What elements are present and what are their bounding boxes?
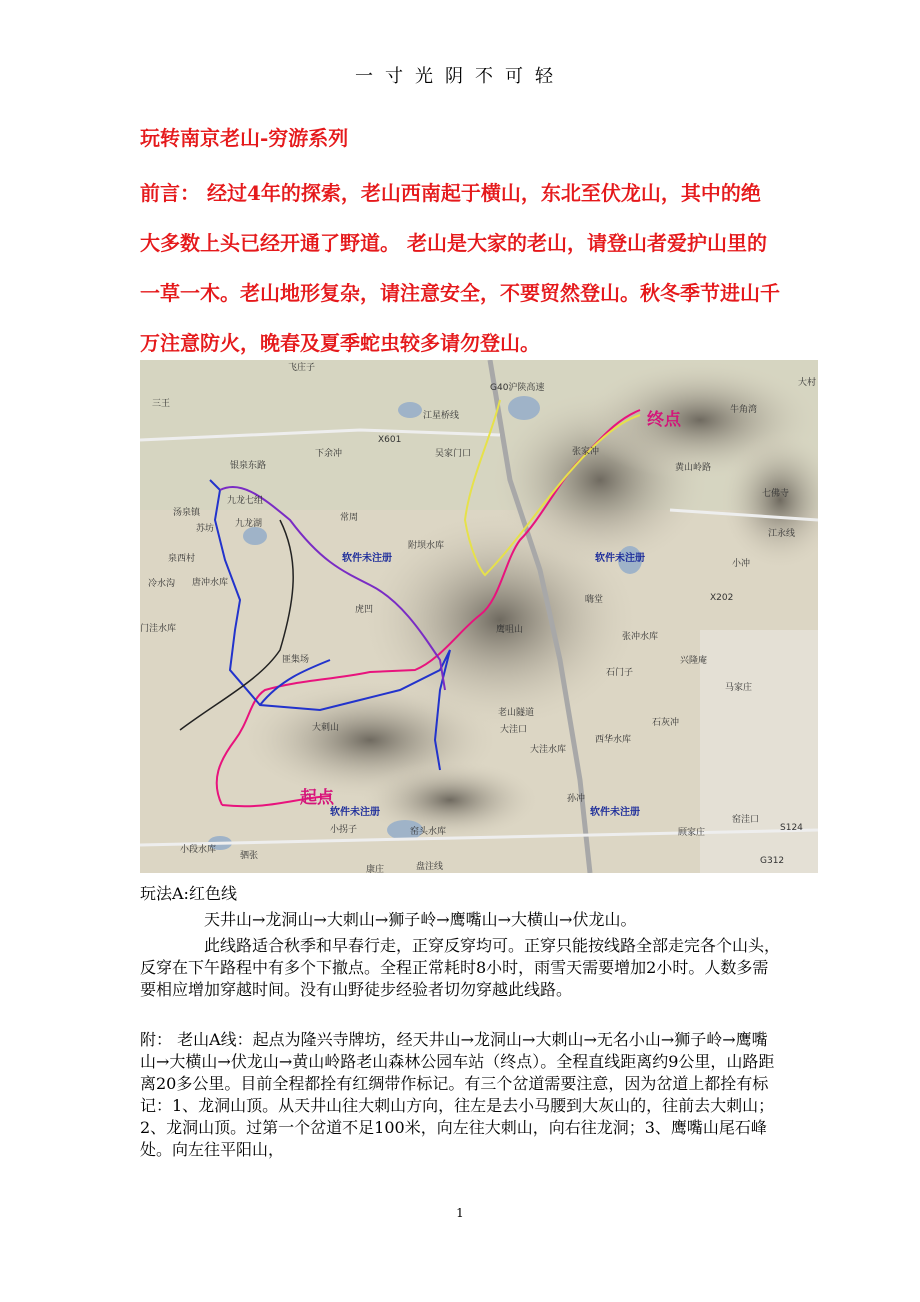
map-label: 附坝水库 xyxy=(408,541,445,551)
lake xyxy=(398,402,422,418)
map-label: 大洼口 xyxy=(500,725,528,735)
watermark: 软件未注册 xyxy=(595,553,645,564)
lake xyxy=(508,396,540,420)
end-label: 终点 xyxy=(647,410,681,430)
map-label: 牛角湾 xyxy=(730,405,758,415)
map-label: 吴家门口 xyxy=(435,449,472,459)
map-label: 大村 xyxy=(798,378,817,388)
map-label: 石门子 xyxy=(606,668,634,678)
map-label: 下余冲 xyxy=(315,449,343,459)
start-label: 起点 xyxy=(300,788,334,808)
map-label: X202 xyxy=(710,593,734,603)
map-label: 马家庄 xyxy=(725,683,753,693)
map-label: 窑头水库 xyxy=(410,827,447,837)
map-label: 小冲 xyxy=(732,559,751,569)
map-label: 张冲水库 xyxy=(622,632,659,642)
hill-shade xyxy=(360,760,540,840)
map-label: 三王 xyxy=(152,399,171,409)
map-label: 虎凹 xyxy=(355,605,374,615)
watermark: 软件未注册 xyxy=(342,553,392,564)
document-title: 玩转南京老山-穷游系列 xyxy=(140,126,349,150)
map-label: 泉西村 xyxy=(168,554,196,564)
map-label: 小段水库 xyxy=(180,845,217,855)
map-label: 张家冲 xyxy=(572,447,600,457)
map-label: 鹰咀山 xyxy=(496,625,524,635)
map-label: 窑洼口 xyxy=(732,815,760,825)
map-label: 小拐子 xyxy=(330,825,358,835)
map-label: 盘注线 xyxy=(416,862,444,872)
map-label: 顾家庄 xyxy=(678,828,706,838)
map-svg xyxy=(140,360,818,873)
page-header: 一寸光阴不可轻 xyxy=(355,66,565,87)
map-label: 九龙七组 xyxy=(227,496,264,506)
appendix-paragraph: 附： 老山A线：起点为隆兴寺牌坊，经天井山→龙洞山→大刺山→无名小山→狮子岭→鹰嘴山→大横山→伏龙山→黄山岭路老山森林公园车站（终点）。全程直线距离约9公里，山路距离20多公里。目前全程都拴有红绸带作标记。有三个岔道需要注意，因为岔道上都拴有标记：1、龙洞山顶。从天井山往大刺山方向，往左是去小马腰到大灰山的，往前去大刺山；2、龙洞山顶。过第一个岔道不足100米，向左往大刺山，向右往龙洞；3、鹰嘴山尾石峰处。向左往平阳山， xyxy=(140,1030,775,1159)
map-label: 老山隧道 xyxy=(498,708,535,718)
map-label: 七佛寺 xyxy=(762,489,790,499)
map-label: 常周 xyxy=(340,513,359,523)
map-label: 飞庄子 xyxy=(288,363,316,373)
route-map xyxy=(140,360,818,873)
watermark: 软件未注册 xyxy=(590,807,640,818)
route-line: 天井山→龙洞山→大刺山→狮子岭→鹰嘴山→大横山→伏龙山。 xyxy=(204,910,637,929)
lake xyxy=(243,527,267,545)
page-number: 1 xyxy=(456,1206,464,1220)
map-label: 苏坊 xyxy=(196,524,215,534)
map-label: 银泉东路 xyxy=(230,461,267,471)
map-label: 冷水沟 xyxy=(148,579,176,589)
map-label: 江星桥线 xyxy=(423,411,460,421)
map-label: 孙冲 xyxy=(567,794,586,804)
map-label: G312 xyxy=(760,856,785,866)
map-label: 西华水库 xyxy=(595,735,632,745)
map-label: G40沪陕高速 xyxy=(490,383,545,393)
map-label: 汤泉镇 xyxy=(173,508,201,518)
map-label: 康庄 xyxy=(366,865,385,873)
map-label: 兴隆庵 xyxy=(680,656,708,666)
map-label: 九龙湖 xyxy=(235,519,263,529)
map-label: 匪集场 xyxy=(282,655,310,665)
map-label: 嗨堂 xyxy=(585,595,604,605)
map-label: S124 xyxy=(780,823,803,833)
route-description: 此线路适合秋季和早春行走，正穿反穿均可。正穿只能按线路全部走完各个山头，反穿在下午路程中有多个下撤点。全程正常耗时8小时，雨雪天需要增加2小时。人数多需要相应增加穿越时间。没有山野徒步经验者切勿穿越此线路。 xyxy=(140,936,781,999)
map-label: 黄山岭路 xyxy=(675,463,712,473)
map-label: 大洼水库 xyxy=(530,745,567,755)
intro-paragraph: 前言： 经过4年的探索，老山西南起于横山，东北至伏龙山，其中的绝大多数上头已经开通了野道。 老山是大家的老山，请登山者爱护山里的一草一木。老山地形复杂，请注意安全，不要贸然登山。秋冬季节进山千万注意防火，晚春及夏季蛇虫较多请勿登山。 xyxy=(140,181,780,355)
map-label: 江永线 xyxy=(768,529,796,539)
watermark: 软件未注册 xyxy=(330,807,380,818)
map-label: X601 xyxy=(378,435,402,445)
map-label: 驷张 xyxy=(240,851,259,861)
map-label: 大刺山 xyxy=(312,723,340,733)
map-label: 门洼水库 xyxy=(140,624,177,634)
map-label: 石灰冲 xyxy=(652,718,680,728)
section-a-title: 玩法A:红色线 xyxy=(140,884,237,903)
map-label: 唐冲水库 xyxy=(192,578,229,588)
